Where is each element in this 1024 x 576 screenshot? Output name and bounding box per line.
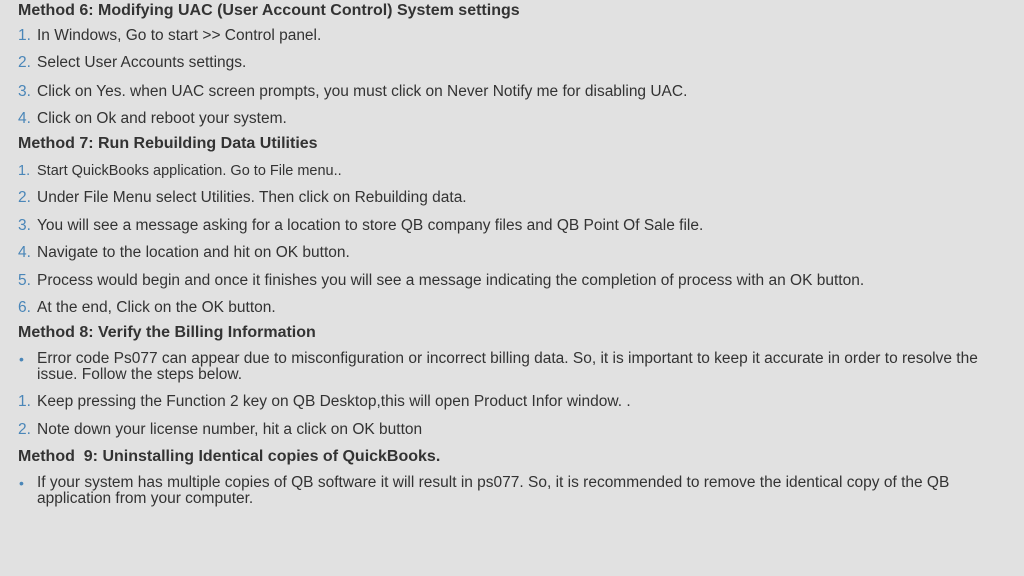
step-text: At the end, Click on the OK button. — [37, 299, 276, 316]
method-7-step-4 — [18, 244, 1008, 262]
step-text: Note down your license number, hit a click on OK button — [37, 421, 423, 438]
step-text: In Windows, Go to start >> Control panel. — [37, 27, 322, 44]
method-6-step-2 — [18, 54, 1008, 72]
document-content — [18, 0, 1008, 507]
step-text: Under File Menu select Utilities. Then click on Rebuilding data. — [37, 189, 467, 206]
step-number: 5. — [18, 272, 31, 289]
method-7-step-1 — [18, 162, 1008, 180]
bullet-text: If your system has multiple copies of QB software it will result in ps077. So, it is recommended to remove the identical copy of the QB application from your computer. — [37, 474, 950, 507]
step-text: Navigate to the location and hit on OK button. — [37, 244, 350, 261]
method-6-step-3 — [18, 83, 1008, 101]
step-text: Process would begin and once it finishes you will see a message indicating the completion of process with an OK button. — [37, 272, 865, 289]
step-number: 6. — [18, 299, 31, 316]
step-text: Select User Accounts settings. — [37, 54, 247, 71]
method-9-bullet-item — [18, 475, 1008, 507]
method-6-step-4 — [18, 110, 1008, 128]
method-8-bullets — [18, 351, 1008, 383]
step-text: Click on Ok and reboot your system. — [37, 110, 287, 127]
method-8-step-2 — [18, 421, 1008, 439]
method-7-step-6 — [18, 299, 1008, 317]
step-text: You will see a message asking for a location to store QB company files and QB Point Of Sale file. — [37, 217, 704, 234]
method-6-heading: Method 6: Modifying UAC (User Account Control) System settings — [18, 2, 520, 19]
method-9-bullets — [18, 475, 1008, 507]
step-text: Keep pressing the Function 2 key on QB Desktop,this will open Product Infor window. . — [37, 393, 631, 410]
method-6-step-1 — [18, 27, 1008, 45]
step-number: 4. — [18, 110, 31, 127]
method-7-step-5 — [18, 272, 1008, 290]
method-6-steps — [18, 27, 1008, 128]
method-7-step-2 — [18, 189, 1008, 207]
step-number: 1. — [18, 163, 31, 179]
step-text: Click on Yes. when UAC screen prompts, you must click on Never Notify me for disabling UAC. — [37, 83, 688, 100]
method-9-heading: Method 9: Uninstalling Identical copies of QuickBooks. — [18, 448, 441, 465]
step-number: 3. — [18, 217, 31, 234]
method-7-steps — [18, 162, 1008, 317]
step-number: 2. — [18, 421, 31, 438]
step-text: Start QuickBooks application. Go to File menu.. — [37, 163, 342, 179]
method-8-heading: Method 8: Verify the Billing Information — [18, 324, 316, 341]
method-8-step-1 — [18, 393, 1008, 411]
method-8-bullet-item — [18, 351, 1008, 383]
method-7-step-3 — [18, 217, 1008, 235]
bullet-marker: • — [19, 475, 24, 491]
step-number: 1. — [18, 27, 31, 44]
method-8-steps — [18, 393, 1008, 439]
bullet-text: Error code Ps077 can appear due to misconfiguration or incorrect billing data. So, it is important to keep it accurate in order to resolve the issue. Follow the steps below. — [37, 350, 978, 383]
bullet-marker: • — [19, 351, 24, 367]
step-number: 1. — [18, 393, 31, 410]
step-number: 2. — [18, 54, 31, 71]
step-number: 4. — [18, 244, 31, 261]
step-number: 2. — [18, 189, 31, 206]
method-7-heading: Method 7: Run Rebuilding Data Utilities — [18, 135, 318, 152]
step-number: 3. — [18, 83, 31, 100]
